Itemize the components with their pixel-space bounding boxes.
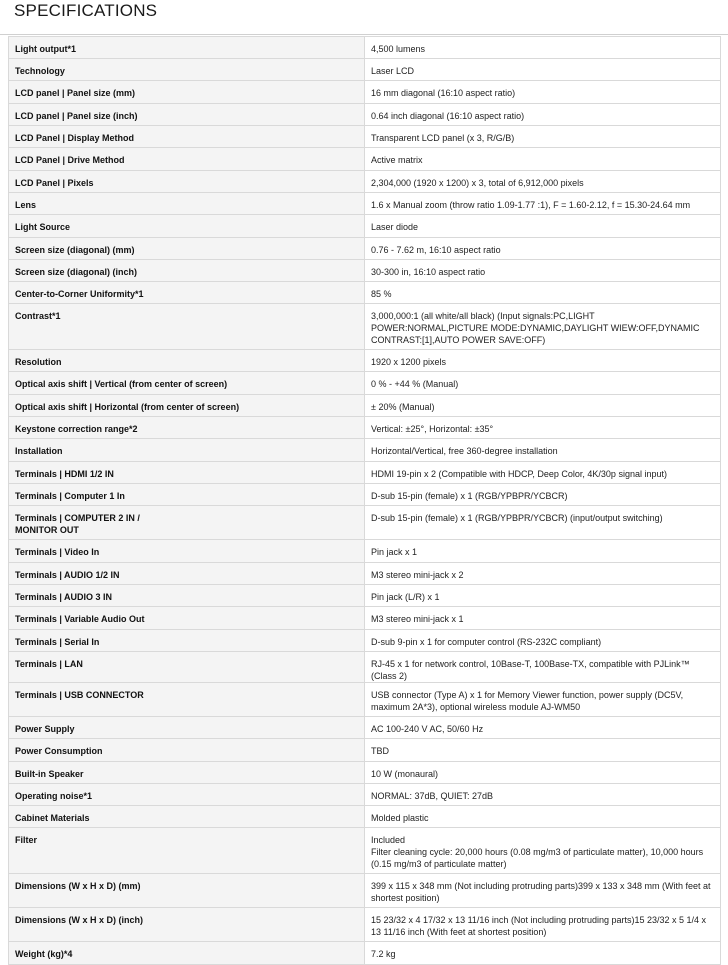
spec-value: 1920 x 1200 pixels [365, 350, 721, 372]
spec-value: Transparent LCD panel (x 3, R/G/B) [365, 126, 721, 148]
spec-row [9, 806, 721, 828]
spec-value: 7.2 kg [365, 942, 721, 965]
spec-value: Molded plastic [365, 806, 721, 828]
spec-row [9, 238, 721, 260]
spec-label: Terminals | Video In [9, 540, 365, 563]
spec-value: 2,304,000 (1920 x 1200) x 3, total of 6,912,000 pixels [365, 171, 721, 193]
page-title: SPECIFICATIONS [14, 1, 158, 20]
title-divider [0, 34, 728, 35]
spec-value: Active matrix [365, 148, 721, 171]
spec-row [9, 282, 721, 304]
spec-value: Included Filter cleaning cycle: 20,000 hours (0.08 mg/m3 of particulate matter), 10,000 hours (0.15 mg/m3 of particulate matter) [365, 828, 721, 874]
spec-row [9, 59, 721, 81]
spec-value: 85 % [365, 282, 721, 304]
spec-label: Terminals | COMPUTER 2 IN / MONITOR OUT [9, 506, 365, 540]
spec-label: LCD Panel | Pixels [9, 171, 365, 193]
spec-row [9, 908, 721, 942]
spec-value: 10 W (monaural) [365, 762, 721, 784]
spec-label: Terminals | AUDIO 1/2 IN [9, 563, 365, 585]
spec-label: Terminals | Variable Audio Out [9, 607, 365, 630]
spec-value: 16 mm diagonal (16:10 aspect ratio) [365, 81, 721, 104]
spec-row [9, 350, 721, 372]
spec-row [9, 37, 721, 59]
spec-label: Terminals | LAN [9, 652, 365, 683]
spec-value: 0.64 inch diagonal (16:10 aspect ratio) [365, 104, 721, 126]
spec-label: Built-in Speaker [9, 762, 365, 784]
spec-value: M3 stereo mini-jack x 2 [365, 563, 721, 585]
spec-row [9, 652, 721, 683]
spec-row [9, 762, 721, 784]
spec-value: NORMAL: 37dB, QUIET: 27dB [365, 784, 721, 806]
spec-row [9, 260, 721, 282]
spec-row [9, 607, 721, 630]
spec-row [9, 439, 721, 462]
spec-row [9, 585, 721, 607]
spec-row [9, 126, 721, 148]
spec-row [9, 462, 721, 484]
spec-value: Pin jack (L/R) x 1 [365, 585, 721, 607]
spec-label: Screen size (diagonal) (mm) [9, 238, 365, 260]
spec-row [9, 304, 721, 350]
spec-label: Power Consumption [9, 739, 365, 762]
spec-label: Dimensions (W x H x D) (inch) [9, 908, 365, 942]
spec-label: Terminals | Serial In [9, 630, 365, 652]
spec-value: RJ-45 x 1 for network control, 10Base-T, 100Base-TX, compatible with PJLink™ (Class 2) [365, 652, 721, 683]
spec-row [9, 828, 721, 874]
spec-row [9, 171, 721, 193]
spec-label: Dimensions (W x H x D) (mm) [9, 874, 365, 908]
spec-row [9, 717, 721, 739]
spec-row [9, 417, 721, 439]
spec-row [9, 739, 721, 762]
spec-value: 0 % - +44 % (Manual) [365, 372, 721, 395]
spec-value: TBD [365, 739, 721, 762]
spec-value: HDMI 19-pin x 2 (Compatible with HDCP, Deep Color, 4K/30p signal input) [365, 462, 721, 484]
spec-label: Technology [9, 59, 365, 81]
spec-label: Resolution [9, 350, 365, 372]
spec-row [9, 683, 721, 717]
specifications-table-body [9, 37, 721, 965]
spec-label: Contrast*1 [9, 304, 365, 350]
spec-value: 0.76 - 7.62 m, 16:10 aspect ratio [365, 238, 721, 260]
spec-row [9, 506, 721, 540]
spec-row [9, 563, 721, 585]
spec-value: Laser LCD [365, 59, 721, 81]
spec-value: 399 x 115 x 348 mm (Not including protruding parts)399 x 133 x 348 mm (With feet at shortest position) [365, 874, 721, 908]
spec-row [9, 372, 721, 395]
spec-label: LCD Panel | Display Method [9, 126, 365, 148]
spec-label: Installation [9, 439, 365, 462]
spec-value: M3 stereo mini-jack x 1 [365, 607, 721, 630]
spec-label: LCD panel | Panel size (inch) [9, 104, 365, 126]
spec-value: 3,000,000:1 (all white/all black) (Input signals:PC,LIGHT POWER:NORMAL,PICTURE MODE:DYNAMIC,DAYLIGHT WIEW:OFF,DYNAMIC CONTRAST:[1],AUTO POWER SAVE:OFF) [365, 304, 721, 350]
spec-value: ± 20% (Manual) [365, 395, 721, 417]
specifications-table [8, 36, 721, 965]
spec-label: LCD panel | Panel size (mm) [9, 81, 365, 104]
spec-row [9, 484, 721, 506]
spec-row [9, 148, 721, 171]
spec-row [9, 540, 721, 563]
spec-row [9, 942, 721, 965]
spec-label: Terminals | HDMI 1/2 IN [9, 462, 365, 484]
spec-label: Operating noise*1 [9, 784, 365, 806]
spec-label: Terminals | USB CONNECTOR [9, 683, 365, 717]
spec-label: Screen size (diagonal) (inch) [9, 260, 365, 282]
spec-value: Laser diode [365, 215, 721, 238]
spec-value: 1.6 x Manual zoom (throw ratio 1.09-1.77 :1), F = 1.60-2.12, f = 15.30-24.64 mm [365, 193, 721, 215]
spec-value: Vertical: ±25°, Horizontal: ±35° [365, 417, 721, 439]
spec-value: 15 23/32 x 4 17/32 x 13 11/16 inch (Not including protruding parts)15 23/32 x 5 1/4 x 13 11/16 inch (With feet at shortest position) [365, 908, 721, 942]
spec-label: Light output*1 [9, 37, 365, 59]
spec-label: Filter [9, 828, 365, 874]
spec-value: USB connector (Type A) x 1 for Memory Viewer function, power supply (DC5V, maximum 2A*3), optional wireless module AJ-WM50 [365, 683, 721, 717]
spec-label: Light Source [9, 215, 365, 238]
spec-value: D-sub 15-pin (female) x 1 (RGB/YPBPR/YCBCR) (input/output switching) [365, 506, 721, 540]
spec-label: LCD Panel | Drive Method [9, 148, 365, 171]
spec-label: Weight (kg)*4 [9, 942, 365, 965]
spec-value: D-sub 15-pin (female) x 1 (RGB/YPBPR/YCBCR) [365, 484, 721, 506]
spec-label: Optical axis shift | Horizontal (from center of screen) [9, 395, 365, 417]
spec-label: Terminals | Computer 1 In [9, 484, 365, 506]
spec-value: D-sub 9-pin x 1 for computer control (RS-232C compliant) [365, 630, 721, 652]
spec-label: Optical axis shift | Vertical (from center of screen) [9, 372, 365, 395]
spec-value: Horizontal/Vertical, free 360-degree installation [365, 439, 721, 462]
spec-row [9, 395, 721, 417]
spec-value: 4,500 lumens [365, 37, 721, 59]
spec-label: Power Supply [9, 717, 365, 739]
spec-row [9, 784, 721, 806]
spec-value: 30-300 in, 16:10 aspect ratio [365, 260, 721, 282]
spec-row [9, 874, 721, 908]
spec-row [9, 193, 721, 215]
spec-label: Keystone correction range*2 [9, 417, 365, 439]
spec-row [9, 630, 721, 652]
spec-label: Center-to-Corner Uniformity*1 [9, 282, 365, 304]
spec-label: Cabinet Materials [9, 806, 365, 828]
spec-row [9, 81, 721, 104]
spec-row [9, 215, 721, 238]
spec-label: Lens [9, 193, 365, 215]
spec-label: Terminals | AUDIO 3 IN [9, 585, 365, 607]
spec-row [9, 104, 721, 126]
spec-value: Pin jack x 1 [365, 540, 721, 563]
spec-value: AC 100-240 V AC, 50/60 Hz [365, 717, 721, 739]
